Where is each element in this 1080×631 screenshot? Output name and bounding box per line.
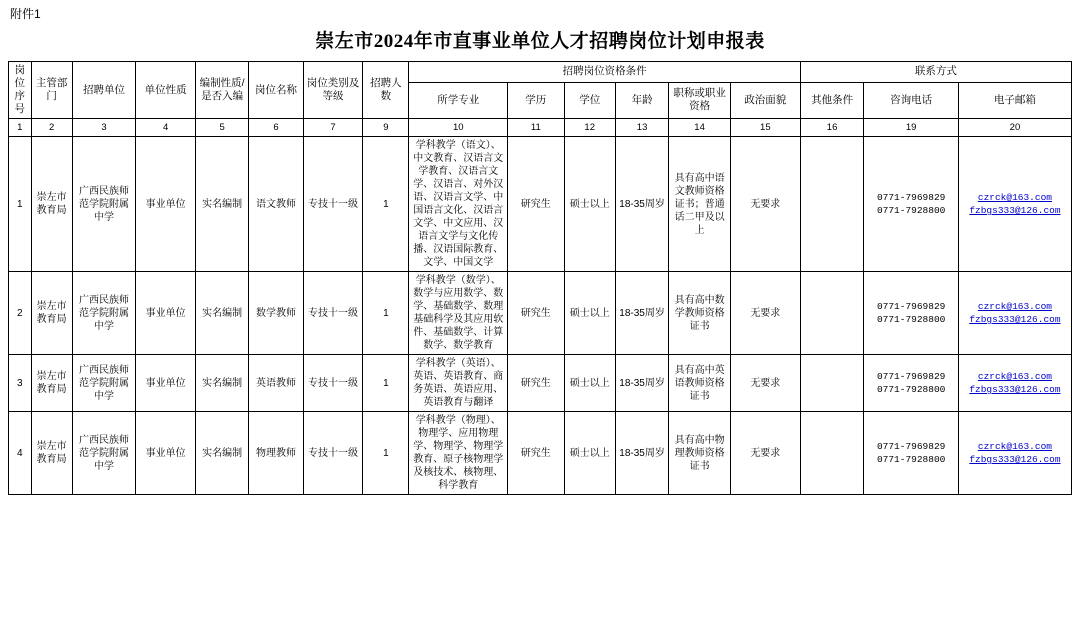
cell-cert: 具有高中语文教师资格证书；普通话二甲及以上 xyxy=(669,137,731,272)
cell-unit: 广西民族师范学院附属中学 xyxy=(72,272,136,355)
header-seq: 岗位序号 xyxy=(9,62,32,119)
phone-line-2: 0771-7928800 xyxy=(876,205,946,216)
header-cert: 职称或职业资格 xyxy=(669,82,731,118)
cell-post-name: 语文教师 xyxy=(249,137,303,272)
phone-line-1: 0771-7969829 xyxy=(876,441,946,452)
cell-email xyxy=(958,355,1071,412)
cell-political: 无要求 xyxy=(730,355,800,412)
cell-post-name: 物理教师 xyxy=(249,412,303,495)
cell-email xyxy=(958,272,1071,355)
cell-cert: 具有高中物理教师资格证书 xyxy=(669,412,731,495)
header-unit-nature: 单位性质 xyxy=(136,62,196,119)
cell-count: 1 xyxy=(363,355,409,412)
cell-phone xyxy=(864,355,958,412)
cell-dept: 崇左市教育局 xyxy=(31,272,72,355)
colnum-15: 15 xyxy=(730,119,800,137)
header-count: 招聘人数 xyxy=(363,62,409,119)
table-body xyxy=(9,137,1072,495)
cell-education: 研究生 xyxy=(508,355,564,412)
cell-cert: 具有高中数学教师资格证书 xyxy=(669,272,731,355)
cell-degree: 硕士以上 xyxy=(564,355,615,412)
cell-other xyxy=(800,412,864,495)
cell-seq: 1 xyxy=(9,137,32,272)
header-group-qualification: 招聘岗位资格条件 xyxy=(409,62,800,83)
email-link-1[interactable]: czrck@163.com xyxy=(977,441,1052,452)
cell-phone xyxy=(864,137,958,272)
cell-education: 研究生 xyxy=(508,412,564,495)
header-phone: 咨询电话 xyxy=(864,82,958,118)
cell-phone xyxy=(864,412,958,495)
cell-degree: 硕士以上 xyxy=(564,137,615,272)
cell-unit-nature: 事业单位 xyxy=(136,137,196,272)
colnum-20: 20 xyxy=(958,119,1071,137)
phone-line-1: 0771-7969829 xyxy=(876,192,946,203)
cell-dept: 崇左市教育局 xyxy=(31,412,72,495)
email-link-2[interactable]: fzbgs333@126.com xyxy=(969,205,1061,216)
header-political: 政治面貌 xyxy=(730,82,800,118)
cell-unit: 广西民族师范学院附属中学 xyxy=(72,412,136,495)
cell-cert: 具有高中英语教师资格证书 xyxy=(669,355,731,412)
column-number-row xyxy=(9,119,1072,137)
phone-line-1: 0771-7969829 xyxy=(876,371,946,382)
cell-post-level: 专技十一级 xyxy=(303,412,363,495)
cell-age: 18-35周岁 xyxy=(615,272,668,355)
cell-count: 1 xyxy=(363,137,409,272)
phone-line-2: 0771-7928800 xyxy=(876,314,946,325)
cell-unit-nature: 事业单位 xyxy=(136,272,196,355)
header-age: 年龄 xyxy=(615,82,668,118)
email-link-1[interactable]: czrck@163.com xyxy=(977,301,1052,312)
cell-degree: 硕士以上 xyxy=(564,412,615,495)
cell-unit-nature: 事业单位 xyxy=(136,355,196,412)
cell-education: 研究生 xyxy=(508,272,564,355)
colnum-13: 13 xyxy=(615,119,668,137)
cell-email xyxy=(958,412,1071,495)
cell-count: 1 xyxy=(363,272,409,355)
header-dept: 主管部门 xyxy=(31,62,72,119)
page-title: 崇左市2024年市直事业单位人才招聘岗位计划申报表 xyxy=(315,31,765,52)
cell-post-level: 专技十一级 xyxy=(303,137,363,272)
cell-political: 无要求 xyxy=(730,412,800,495)
cell-email xyxy=(958,137,1071,272)
cell-dept: 崇左市教育局 xyxy=(31,137,72,272)
cell-post-name: 英语教师 xyxy=(249,355,303,412)
cell-dept: 崇左市教育局 xyxy=(31,355,72,412)
colnum-5: 5 xyxy=(195,119,248,137)
cell-seq: 4 xyxy=(9,412,32,495)
header-group-contact: 联系方式 xyxy=(800,62,1071,83)
colnum-16: 16 xyxy=(800,119,864,137)
colnum-19: 19 xyxy=(864,119,958,137)
cell-staffing: 实名编制 xyxy=(195,355,248,412)
cell-other xyxy=(800,137,864,272)
cell-seq: 2 xyxy=(9,272,32,355)
header-education: 学历 xyxy=(508,82,564,118)
cell-count: 1 xyxy=(363,412,409,495)
colnum-6: 6 xyxy=(249,119,303,137)
email-link-2[interactable]: fzbgs333@126.com xyxy=(969,384,1061,395)
colnum-12: 12 xyxy=(564,119,615,137)
cell-major: 学科教学（数学）、数学与应用数学、数学、基础数学、数理基础科学及其应用软件、基础数学、计算数学、数学教育 xyxy=(409,272,508,355)
email-link-1[interactable]: czrck@163.com xyxy=(977,192,1052,203)
attachment-label: 附件1 xyxy=(10,7,41,21)
phone-line-2: 0771-7928800 xyxy=(876,384,946,395)
phone-line-2: 0771-7928800 xyxy=(876,454,946,465)
colnum-9: 9 xyxy=(363,119,409,137)
cell-staffing: 实名编制 xyxy=(195,412,248,495)
cell-major: 学科教学（语文）、中文教育、汉语言文学教育、汉语言文学、汉语言、对外汉语、汉语言文学、中国语言文化、汉语言文学、中文应用、汉语言文学与文化传播、汉语国际教育、文学、中国文学 xyxy=(409,137,508,272)
header-major: 所学专业 xyxy=(409,82,508,118)
table-row xyxy=(9,412,1072,495)
cell-post-level: 专技十一级 xyxy=(303,272,363,355)
cell-age: 18-35周岁 xyxy=(615,355,668,412)
cell-major: 学科教学（英语）、英语、英语教育、商务英语、英语应用、英语教育与翻译 xyxy=(409,355,508,412)
cell-other xyxy=(800,272,864,355)
cell-unit: 广西民族师范学院附属中学 xyxy=(72,137,136,272)
colnum-10: 10 xyxy=(409,119,508,137)
cell-phone xyxy=(864,272,958,355)
colnum-1: 1 xyxy=(9,119,32,137)
email-link-1[interactable]: czrck@163.com xyxy=(977,371,1052,382)
colnum-7: 7 xyxy=(303,119,363,137)
email-link-2[interactable]: fzbgs333@126.com xyxy=(969,314,1061,325)
cell-staffing: 实名编制 xyxy=(195,272,248,355)
table-row xyxy=(9,137,1072,272)
colnum-2: 2 xyxy=(31,119,72,137)
colnum-11: 11 xyxy=(508,119,564,137)
table-header-row-1 xyxy=(9,62,1072,83)
recruitment-plan-table xyxy=(8,61,1072,495)
header-email: 电子邮箱 xyxy=(958,82,1071,118)
cell-post-name: 数学教师 xyxy=(249,272,303,355)
cell-unit-nature: 事业单位 xyxy=(136,412,196,495)
cell-age: 18-35周岁 xyxy=(615,412,668,495)
header-post-level: 岗位类别及等级 xyxy=(303,62,363,119)
header-degree: 学位 xyxy=(564,82,615,118)
colnum-14: 14 xyxy=(669,119,731,137)
table-row xyxy=(9,272,1072,355)
cell-education: 研究生 xyxy=(508,137,564,272)
header-staffing: 编制性质/是否入编 xyxy=(195,62,248,119)
cell-age: 18-35周岁 xyxy=(615,137,668,272)
phone-line-1: 0771-7969829 xyxy=(876,301,946,312)
header-post-name: 岗位名称 xyxy=(249,62,303,119)
colnum-3: 3 xyxy=(72,119,136,137)
cell-major: 学科教学（物理）、物理学、应用物理学、物理学、物理学教育、原子核物理学及核技术、核物理、科学教育 xyxy=(409,412,508,495)
cell-post-level: 专技十一级 xyxy=(303,355,363,412)
cell-other xyxy=(800,355,864,412)
cell-political: 无要求 xyxy=(730,272,800,355)
header-other: 其他条件 xyxy=(800,82,864,118)
colnum-4: 4 xyxy=(136,119,196,137)
header-unit: 招聘单位 xyxy=(72,62,136,119)
cell-staffing: 实名编制 xyxy=(195,137,248,272)
email-link-2[interactable]: fzbgs333@126.com xyxy=(969,454,1061,465)
cell-unit: 广西民族师范学院附属中学 xyxy=(72,355,136,412)
cell-seq: 3 xyxy=(9,355,32,412)
table-row xyxy=(9,355,1072,412)
cell-political: 无要求 xyxy=(730,137,800,272)
cell-degree: 硕士以上 xyxy=(564,272,615,355)
